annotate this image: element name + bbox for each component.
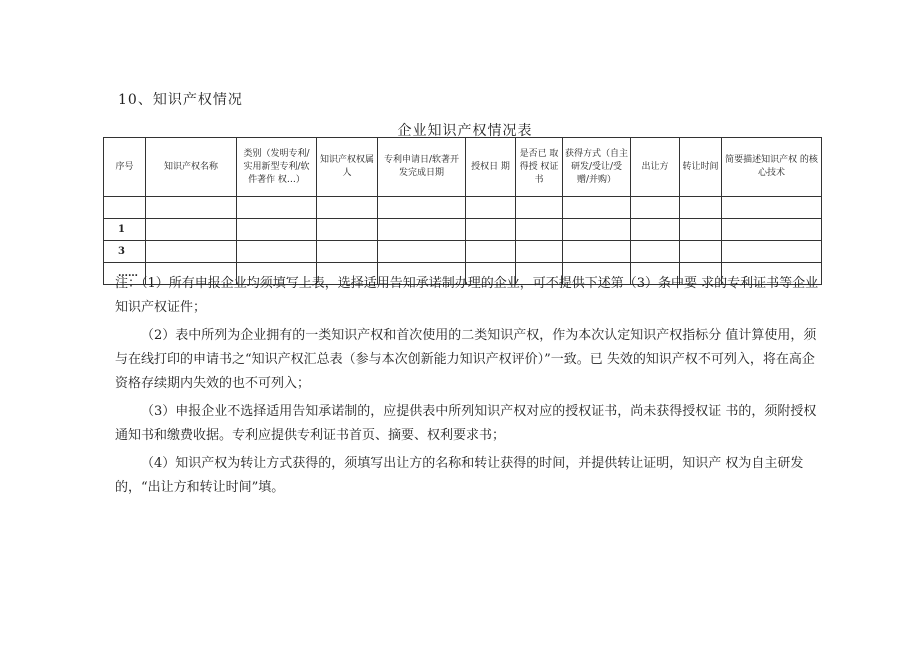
row-seq: …… [104, 263, 146, 285]
cell [378, 197, 466, 219]
cell [516, 241, 563, 263]
table-header-row [104, 138, 822, 197]
cell [378, 241, 466, 263]
cell [237, 197, 317, 219]
cell [631, 197, 680, 219]
col-header-transfer-time: 转让时间 [680, 138, 722, 197]
table-row [104, 197, 822, 219]
note-3: （3）申报企业不选择适用告知承诺制的，应提供表中所列知识产权对应的授权证书，尚未获得授权证 书的，须附授权通知书和缴费收据。专利应提供专利证书首页、摘要、权利要求书； [115, 404, 817, 443]
cell [722, 219, 822, 241]
cell [317, 219, 378, 241]
note-4: （4）知识产权为转让方式获得的，须填写出让方的名称和转让获得的时间，并提供转让证明，知识产 权为自主研发的，“出让方和转让时间”填。 [115, 456, 804, 495]
cell [317, 197, 378, 219]
cell [466, 219, 516, 241]
cell [722, 197, 822, 219]
table-row [104, 241, 822, 263]
col-header-category: 类别（发明专利/实用新型专利/软件著作 权…） [237, 138, 317, 197]
col-header-certificate: 是否已 取得授 权证书 [516, 138, 563, 197]
cell [317, 241, 378, 263]
cell [516, 219, 563, 241]
cell [146, 219, 237, 241]
cell [631, 219, 680, 241]
cell [146, 241, 237, 263]
table-row [104, 219, 822, 241]
cell [563, 241, 631, 263]
col-header-transferor: 出让方 [631, 138, 680, 197]
notes [115, 272, 823, 504]
note-1: 注：（1）所有申报企业均须填写上表，选择适用告知承诺制办理的企业，可不提供下述第（3）条中要 求的专利证书等企业知识产权证件； [115, 276, 819, 315]
cell [680, 219, 722, 241]
row-seq: 1 [104, 219, 146, 241]
table-title: 企业知识产权情况表 [397, 123, 533, 139]
col-header-acquisition: 获得方式（自主研发/受让/受赠/并购） [563, 138, 631, 197]
row-seq: 3 [104, 241, 146, 263]
row-seq [104, 197, 146, 219]
cell [237, 219, 317, 241]
col-header-name: 知识产权名称 [146, 138, 237, 197]
col-header-seq: 序号 [104, 138, 146, 197]
cell [378, 219, 466, 241]
col-header-grant-date: 授权日 期 [466, 138, 516, 197]
cell [722, 241, 822, 263]
cell [563, 197, 631, 219]
col-header-core-tech: 简要描述知识产权 的核心技术 [722, 138, 822, 197]
note-2: （2）表中所列为企业拥有的一类知识产权和首次使用的二类知识产权，作为本次认定知识产权指标分 值计算使用，须与在线打印的申请书之“知识产权汇总表（参与本次创新能力知识产权评价）”一致。已 失效的知识产权不可列入，将在高企资格存续期内失效的也不可列入； [115, 328, 817, 391]
cell [680, 241, 722, 263]
cell [466, 197, 516, 219]
cell [516, 197, 563, 219]
cell [563, 219, 631, 241]
cell [466, 241, 516, 263]
col-header-apply-date: 专利申请日/软著开发完成日期 [378, 138, 466, 197]
section-title: 10、知识产权情况 [118, 92, 243, 108]
col-header-owner: 知识产权权属人 [317, 138, 378, 197]
cell [631, 241, 680, 263]
cell [680, 197, 722, 219]
ip-table [103, 137, 822, 285]
cell [237, 241, 317, 263]
cell [146, 197, 237, 219]
